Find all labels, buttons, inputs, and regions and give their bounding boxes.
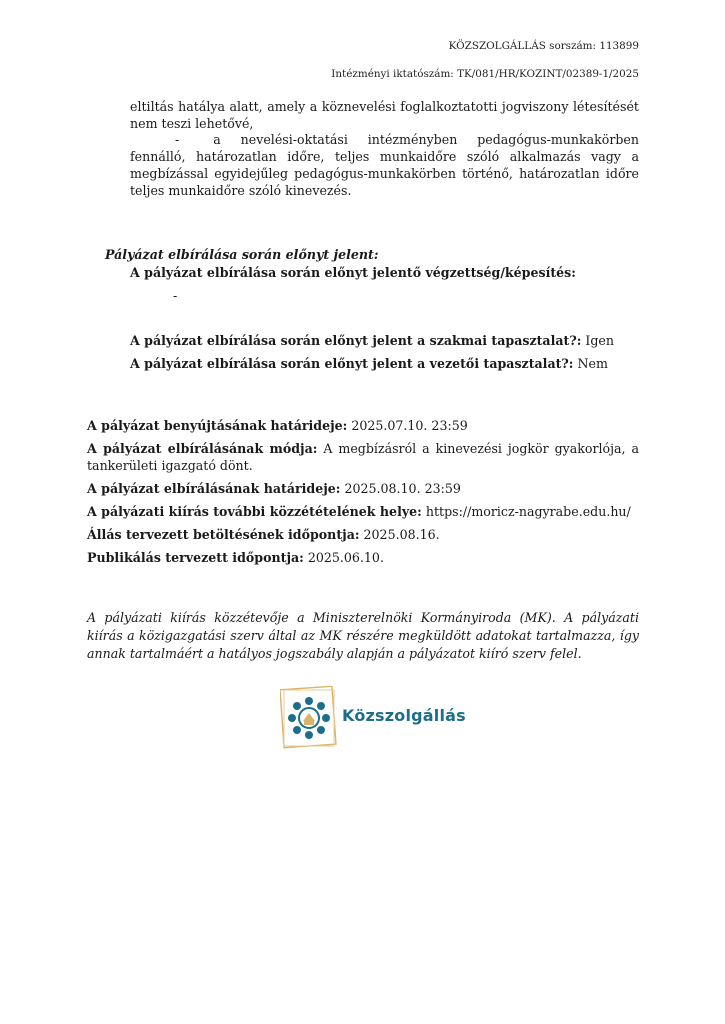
experience-value: Igen xyxy=(581,333,614,348)
deadline-value: 2025.07.10. 23:59 xyxy=(347,418,468,433)
publisher-disclaimer: A pályázati kiírás közzétevője a Miniszterelnöki Kormányiroda (MK). A pályázati kiírás a közigazgatási szerv által az MK részére megküldött adatokat tartalmazza, így annak tartalmáért a hatályos jogszabály alapján a pályázatot kiíró szerv felel. xyxy=(87,610,639,661)
advantage-management xyxy=(130,355,608,372)
experience-label: A pályázat elbírálása során előnyt jelent a szakmai tapasztalat?: xyxy=(130,333,582,348)
decision-value: 2025.08.10. 23:59 xyxy=(340,481,461,496)
qualification-label: A pályázat elbírálása során előnyt jelentő végzettség/képesítés: xyxy=(130,265,576,280)
emblem-icon xyxy=(288,697,330,739)
advantage-heading: Pályázat elbírálása során előnyt jelent: xyxy=(105,247,379,262)
method-value: A megbízásról a kinevezési jogkör gyakorlója, a tankerületi igazgató dönt. xyxy=(87,441,639,473)
management-value: Nem xyxy=(573,356,608,371)
eligibility-dash-item xyxy=(130,131,639,199)
submission-deadline xyxy=(87,417,468,434)
filling-value: 2025.08.16. xyxy=(359,527,440,542)
evaluation-method xyxy=(87,440,639,474)
dash-item-text: a nevelési-oktatási intézményben pedagógus-munkakörben fennálló, határozatlan időre, teljes munkaidőre szóló alkalmazás vagy a megbízással egyidejűleg pedagógus-munkakörben történő, határozatlan időre teljes munkaidőre szóló kinevezés. xyxy=(130,132,639,198)
logo-wordmark: Közszolgállás xyxy=(342,706,466,725)
eligibility-paragraph: eltiltás hatálya alatt, amely a köznevelési foglalkoztatotti jogviszony létesítését nem teszi lehetővé, xyxy=(130,99,639,131)
advantage-qualification xyxy=(130,264,576,281)
publication-place xyxy=(87,503,631,520)
institution-registry-number: Intézményi iktatószám: TK/081/HR/KOZINT/02389-1/2025 xyxy=(331,68,639,80)
planned-filling-date xyxy=(87,526,440,543)
advantage-experience xyxy=(130,332,614,349)
planned-publication-date xyxy=(87,549,384,566)
method-label: A pályázat elbírálásának módja: xyxy=(87,441,318,456)
evaluation-deadline xyxy=(87,480,461,497)
publish-value: 2025.06.10. xyxy=(303,550,384,565)
management-label: A pályázat elbírálása során előnyt jelent a vezetői tapasztalat?: xyxy=(130,356,574,371)
decision-label: A pályázat elbírálásának határideje: xyxy=(87,481,341,496)
dash-marker: - xyxy=(175,132,180,147)
filling-label: Állás tervezett betöltésének időpontja: xyxy=(87,527,360,542)
document-serial-number: KÖZSZOLGÁLLÁS sorszám: 113899 xyxy=(448,40,639,52)
deadline-label: A pályázat benyújtásának határideje: xyxy=(87,418,348,433)
publish-label: Publikálás tervezett időpontja: xyxy=(87,550,304,565)
publication-place-value: https://moricz-nagyrabe.edu.hu/ xyxy=(421,504,631,519)
qualification-value: - xyxy=(173,288,178,303)
publication-place-label: A pályázati kiírás további közzétételének helye: xyxy=(87,504,422,519)
